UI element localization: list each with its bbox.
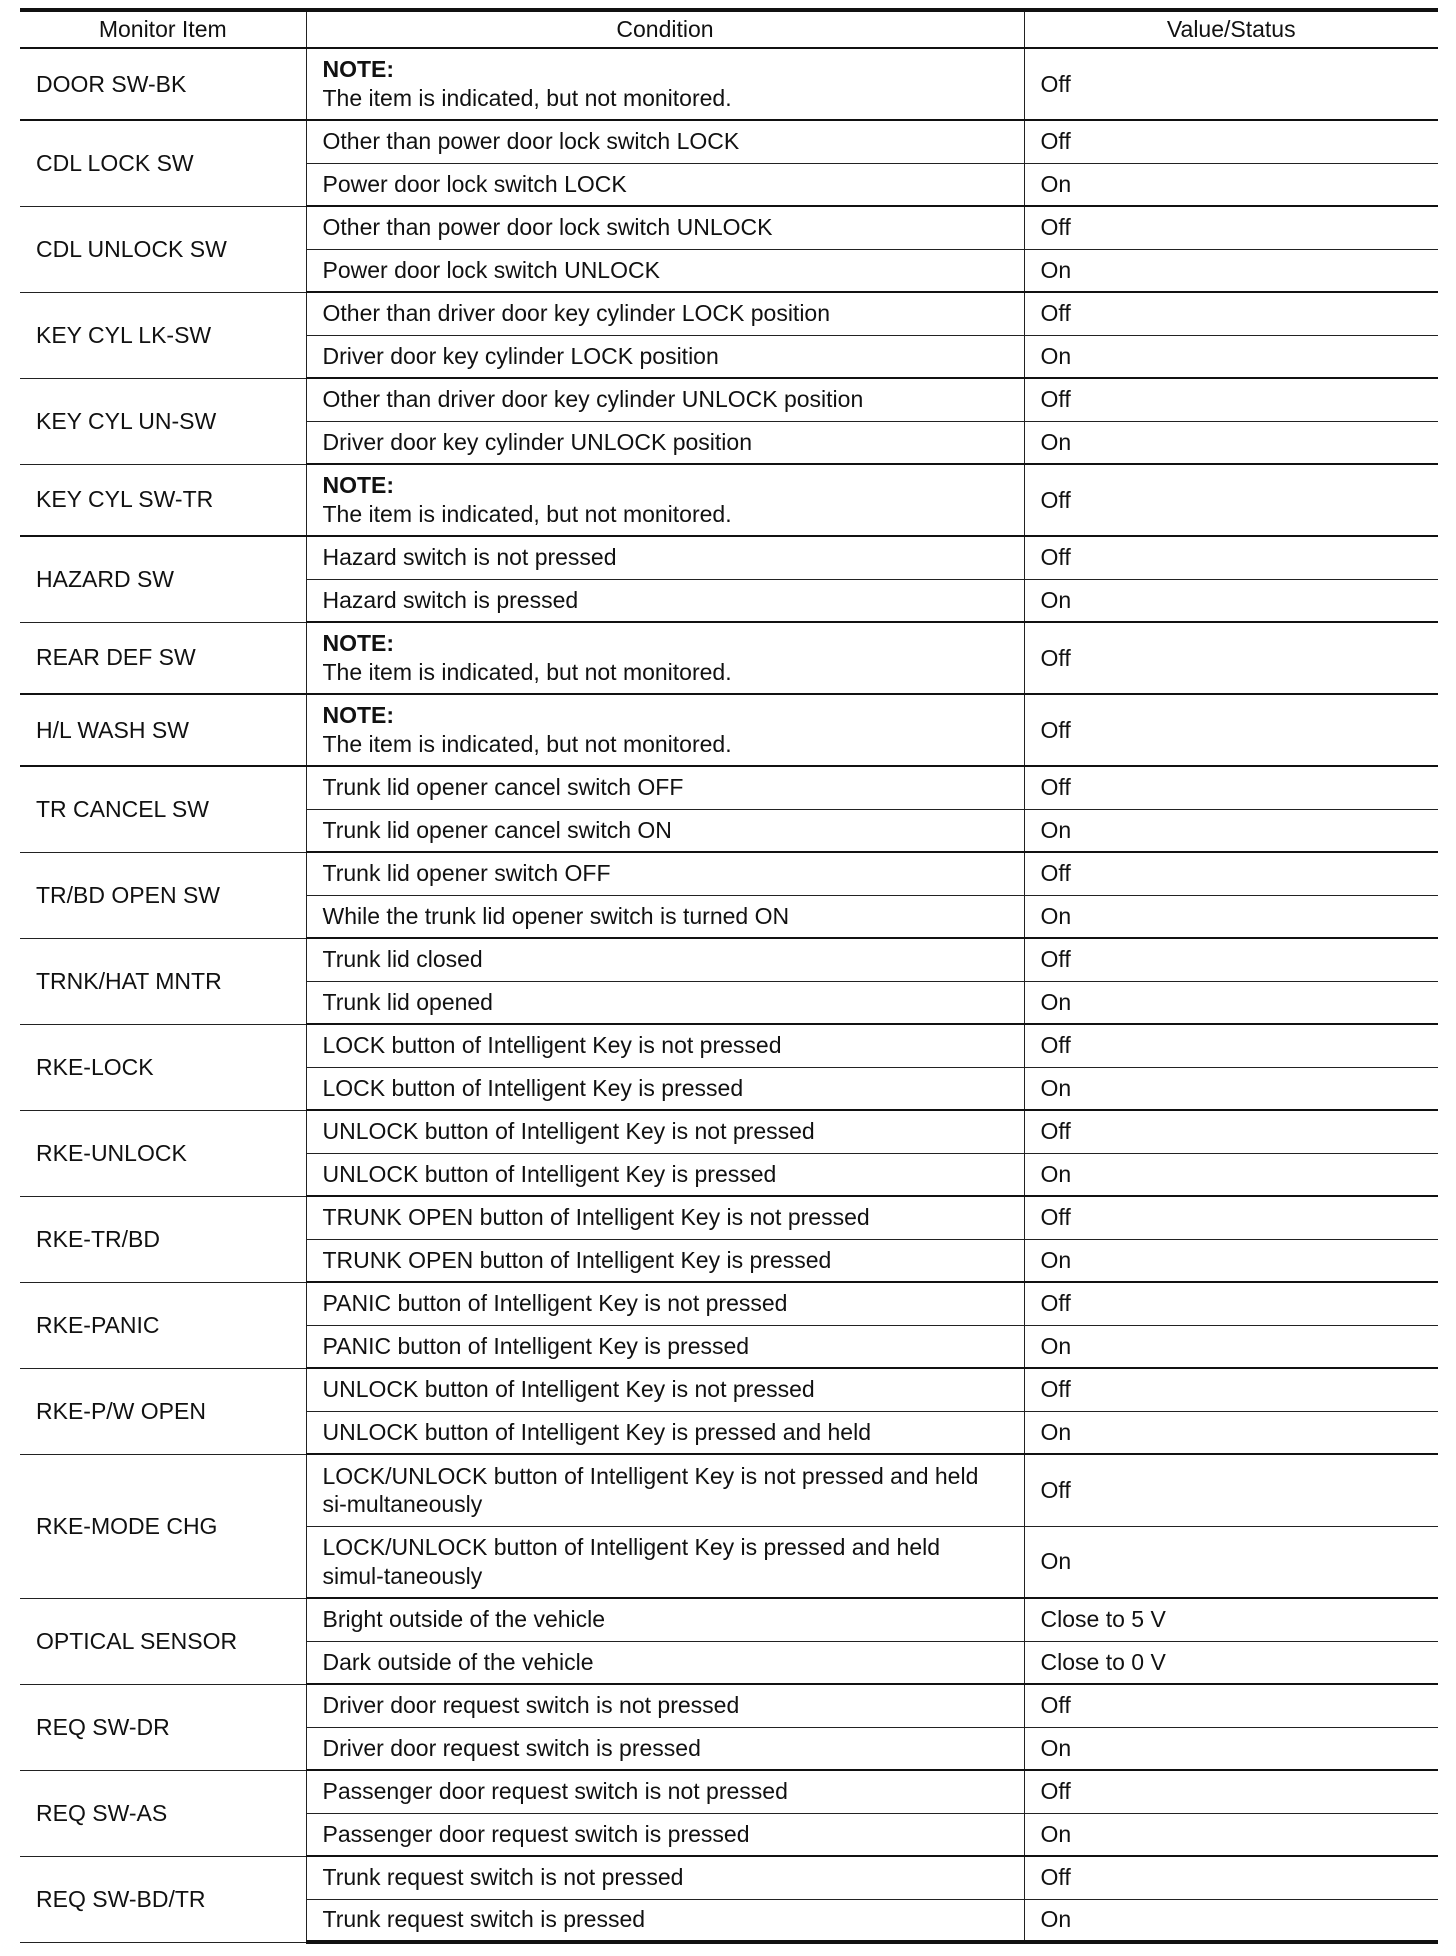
condition-cell: Other than power door lock switch LOCK [306, 120, 1024, 163]
monitor-item-cell: REQ SW-BD/TR [20, 1856, 306, 1942]
value-status-cell: On [1024, 1325, 1438, 1368]
condition-cell: Driver door key cylinder UNLOCK position [306, 421, 1024, 464]
condition-cell: Passenger door request switch is pressed [306, 1813, 1024, 1856]
value-status-cell: Off [1024, 1454, 1438, 1526]
condition-cell: Driver door request switch is pressed [306, 1727, 1024, 1770]
condition-cell: Trunk lid opener cancel switch ON [306, 809, 1024, 852]
condition-cell: Hazard switch is not pressed [306, 536, 1024, 579]
condition-cell: While the trunk lid opener switch is turned ON [306, 895, 1024, 938]
monitor-item-cell: CDL LOCK SW [20, 120, 306, 206]
table-row [20, 292, 1438, 335]
value-status-cell: Off [1024, 766, 1438, 809]
condition-cell [306, 48, 1024, 120]
value-status-cell: Off [1024, 1770, 1438, 1813]
condition-cell: PANIC button of Intelligent Key is pressed [306, 1325, 1024, 1368]
header-monitor-item: Monitor Item [20, 10, 306, 48]
value-status-cell: Off [1024, 378, 1438, 421]
table-row [20, 1770, 1438, 1813]
table-row [20, 622, 1438, 694]
header-condition: Condition [306, 10, 1024, 48]
value-status-cell: Off [1024, 938, 1438, 981]
value-status-cell: Off [1024, 1856, 1438, 1899]
header-row [20, 10, 1438, 48]
monitor-item-cell: TRNK/HAT MNTR [20, 938, 306, 1024]
monitor-item-cell: RKE-P/W OPEN [20, 1368, 306, 1454]
condition-cell: Power door lock switch UNLOCK [306, 249, 1024, 292]
monitor-item-cell: CDL UNLOCK SW [20, 206, 306, 292]
condition-cell: UNLOCK button of Intelligent Key is pressed [306, 1153, 1024, 1196]
table-row [20, 766, 1438, 809]
monitor-item-cell: REQ SW-AS [20, 1770, 306, 1856]
monitor-item-cell: KEY CYL UN-SW [20, 378, 306, 464]
table-row [20, 206, 1438, 249]
condition-cell: Trunk lid closed [306, 938, 1024, 981]
condition-cell: Trunk lid opener switch OFF [306, 852, 1024, 895]
condition-cell: PANIC button of Intelligent Key is not pressed [306, 1282, 1024, 1325]
value-status-cell: On [1024, 895, 1438, 938]
table-row [20, 694, 1438, 766]
monitor-item-cell: DOOR SW-BK [20, 48, 306, 120]
condition-cell: Driver door key cylinder LOCK position [306, 335, 1024, 378]
monitor-item-cell: TR/BD OPEN SW [20, 852, 306, 938]
table-row [20, 938, 1438, 981]
table-row [20, 1024, 1438, 1067]
value-status-cell: Off [1024, 206, 1438, 249]
table-row [20, 536, 1438, 579]
value-status-cell: Off [1024, 852, 1438, 895]
condition-cell [306, 622, 1024, 694]
value-status-cell: On [1024, 335, 1438, 378]
value-status-cell: On [1024, 1899, 1438, 1942]
table-row [20, 464, 1438, 536]
table-row [20, 120, 1438, 163]
table-row [20, 1110, 1438, 1153]
condition-cell: Bright outside of the vehicle [306, 1598, 1024, 1641]
value-status-cell: On [1024, 809, 1438, 852]
condition-cell: Trunk request switch is not pressed [306, 1856, 1024, 1899]
condition-cell: Other than driver door key cylinder UNLOCK position [306, 378, 1024, 421]
condition-cell: UNLOCK button of Intelligent Key is not pressed [306, 1368, 1024, 1411]
condition-cell: LOCK/UNLOCK button of Intelligent Key is not pressed and held si-multaneously [306, 1454, 1024, 1526]
condition-cell: Trunk lid opened [306, 981, 1024, 1024]
note-text: The item is indicated, but not monitored. [322, 85, 732, 111]
condition-cell: Trunk lid opener cancel switch OFF [306, 766, 1024, 809]
condition-cell: UNLOCK button of Intelligent Key is pressed and held [306, 1411, 1024, 1454]
value-status-cell: Off [1024, 1282, 1438, 1325]
note-text: The item is indicated, but not monitored. [322, 501, 732, 527]
monitor-item-cell: OPTICAL SENSOR [20, 1598, 306, 1684]
value-status-cell: Off [1024, 464, 1438, 536]
value-status-cell: Close to 5 V [1024, 1598, 1438, 1641]
value-status-cell: On [1024, 163, 1438, 206]
value-status-cell: Off [1024, 292, 1438, 335]
condition-cell [306, 464, 1024, 536]
table-body [20, 48, 1438, 1942]
value-status-cell: Off [1024, 1368, 1438, 1411]
value-status-cell: Off [1024, 1196, 1438, 1239]
monitor-item-cell: RKE-MODE CHG [20, 1454, 306, 1598]
monitor-item-cell: KEY CYL SW-TR [20, 464, 306, 536]
condition-cell: Power door lock switch LOCK [306, 163, 1024, 206]
monitor-item-cell: RKE-UNLOCK [20, 1110, 306, 1196]
value-status-cell: Close to 0 V [1024, 1641, 1438, 1684]
condition-cell: UNLOCK button of Intelligent Key is not pressed [306, 1110, 1024, 1153]
table-row [20, 1598, 1438, 1641]
table-row [20, 48, 1438, 120]
condition-cell: Driver door request switch is not pressed [306, 1684, 1024, 1727]
condition-cell [306, 694, 1024, 766]
value-status-cell: On [1024, 981, 1438, 1024]
condition-cell: Hazard switch is pressed [306, 579, 1024, 622]
monitor-item-cell: REQ SW-DR [20, 1684, 306, 1770]
value-status-cell: On [1024, 1411, 1438, 1454]
value-status-cell: On [1024, 421, 1438, 464]
table-row [20, 1196, 1438, 1239]
table-row [20, 1368, 1438, 1411]
table-row [20, 852, 1438, 895]
monitor-item-cell: TR CANCEL SW [20, 766, 306, 852]
note-label: NOTE: [322, 630, 395, 657]
table-row [20, 1282, 1438, 1325]
table-row [20, 1454, 1438, 1526]
value-status-cell: On [1024, 1153, 1438, 1196]
value-status-cell: Off [1024, 48, 1438, 120]
value-status-cell: Off [1024, 622, 1438, 694]
value-status-cell: Off [1024, 1024, 1438, 1067]
value-status-cell: On [1024, 1067, 1438, 1110]
value-status-cell: On [1024, 249, 1438, 292]
condition-cell: Trunk request switch is pressed [306, 1899, 1024, 1942]
monitor-item-table [20, 8, 1438, 1944]
monitor-item-cell: HAZARD SW [20, 536, 306, 622]
value-status-cell: On [1024, 1239, 1438, 1282]
note-text: The item is indicated, but not monitored. [322, 731, 732, 757]
value-status-cell: Off [1024, 1110, 1438, 1153]
monitor-item-cell: RKE-LOCK [20, 1024, 306, 1110]
condition-cell: LOCK button of Intelligent Key is not pressed [306, 1024, 1024, 1067]
value-status-cell: On [1024, 1526, 1438, 1598]
monitor-item-cell: REAR DEF SW [20, 622, 306, 694]
value-status-cell: Off [1024, 694, 1438, 766]
condition-cell: TRUNK OPEN button of Intelligent Key is not pressed [306, 1196, 1024, 1239]
monitor-item-cell: KEY CYL LK-SW [20, 292, 306, 378]
value-status-cell: On [1024, 1813, 1438, 1856]
condition-cell: Dark outside of the vehicle [306, 1641, 1024, 1684]
value-status-cell: Off [1024, 120, 1438, 163]
value-status-cell: On [1024, 1727, 1438, 1770]
header-value-status: Value/Status [1024, 10, 1438, 48]
condition-cell: Passenger door request switch is not pressed [306, 1770, 1024, 1813]
table-row [20, 378, 1438, 421]
condition-cell: Other than driver door key cylinder LOCK position [306, 292, 1024, 335]
monitor-item-cell: H/L WASH SW [20, 694, 306, 766]
condition-cell: Other than power door lock switch UNLOCK [306, 206, 1024, 249]
note-text: The item is indicated, but not monitored. [322, 659, 732, 685]
note-label: NOTE: [322, 56, 395, 83]
condition-cell: LOCK button of Intelligent Key is pressed [306, 1067, 1024, 1110]
monitor-item-cell: RKE-PANIC [20, 1282, 306, 1368]
value-status-cell: Off [1024, 536, 1438, 579]
monitor-item-cell: RKE-TR/BD [20, 1196, 306, 1282]
note-label: NOTE: [322, 472, 395, 499]
value-status-cell: Off [1024, 1684, 1438, 1727]
table-header [20, 10, 1438, 48]
note-label: NOTE: [322, 702, 395, 729]
table-row [20, 1856, 1438, 1899]
table-row [20, 1684, 1438, 1727]
value-status-cell: On [1024, 579, 1438, 622]
condition-cell: TRUNK OPEN button of Intelligent Key is pressed [306, 1239, 1024, 1282]
condition-cell: LOCK/UNLOCK button of Intelligent Key is pressed and held simul-taneously [306, 1526, 1024, 1598]
